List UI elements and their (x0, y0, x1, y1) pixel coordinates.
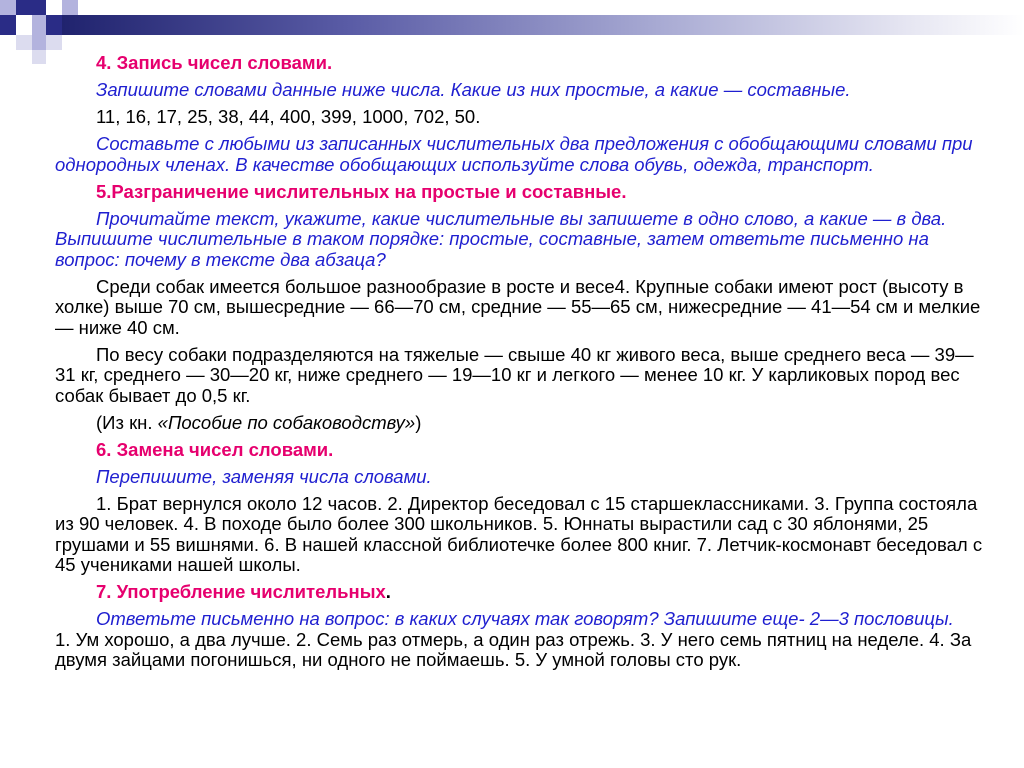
decor-square (32, 0, 46, 15)
source-title: «Пособие по собаководству» (157, 411, 416, 433)
decor-square (0, 0, 16, 15)
section-4-numbers: 11, 16, 17, 25, 38, 44, 400, 399, 1000, 702, 50. (96, 106, 481, 127)
section-4-task: Запишите словами данные ниже числа. Какие из них простые, а какие — составные. (96, 79, 851, 100)
decor-square (32, 50, 46, 64)
section-4-heading: 4. Запись чисел словами. (96, 52, 333, 73)
section-5-heading: 5.Разграничение числительных на простые и составные. (96, 180, 627, 202)
decor-square (32, 15, 46, 35)
section-7-task: Ответьте письменно на вопрос: в каких случаях так говорят? Запишите еще- 2—3 пословицы. (96, 608, 954, 629)
section-5-task: Прочитайте текст, укажите, какие числительные вы запишете в одно слово, а какие — в два. Выпишите числительные в таком порядке: простые, составные, затем ответьте письменно на вопрос: почему в тексте два абзаца? (55, 207, 947, 270)
source-prefix: (Из кн. (96, 411, 158, 433)
section-5-paragraph-2: По весу собаки подразделяются на тяжелые — свыше 40 кг живого веса, выше среднего веса — 39—31 кг, среднего — 30—20 кг, ниже среднего — 19—10 кг и легкого — менее 10 кг. У карликовых пород вес собак бывает до 0,5 кг. (55, 343, 974, 406)
decor-square (16, 35, 32, 50)
section-7-heading-line (55, 582, 990, 603)
section-6-text: 1. Брат вернулся около 12 часов. 2. Директор беседовал с 15 старшеклассниками. 3. Группа состояла из 90 человек. 4. В походе было более 300 школьников. 5. Юннаты вырастили сад с 30 яблонями, 25 грушами и 55 вишнями. 6. В нашей классной библиотечке более 800 книг. 7. Летчик-космонавт беседовал с 45 учениками нашей школы. (55, 492, 983, 575)
decor-square (46, 35, 62, 50)
header-gradient-bar (62, 15, 1024, 35)
section-6-heading: 6. Замена чисел словами. (96, 438, 334, 460)
section-7-heading: 7. Употребление числительных (96, 581, 386, 602)
decor-square (32, 35, 46, 50)
section-5-paragraph-1: Среди собак имеется большое разнообразие в росте и весе4. Крупные собаки имеют рост (высоту в холке) выше 70 см, вышесредние — 66—70 см, средние — 55—65 см, нижесредние — 41—54 см и мелкие — ниже 40 см. (55, 275, 981, 338)
decor-square (46, 15, 62, 35)
section-5-source (55, 413, 990, 434)
decor-square (16, 0, 32, 15)
section-7-heading-dot: . (385, 581, 391, 602)
slide-body (55, 53, 990, 677)
decor-square (0, 15, 16, 35)
section-6-task: Перепишите, заменяя числа словами. (96, 465, 432, 487)
decor-square (62, 0, 78, 15)
source-suffix: ) (415, 411, 422, 433)
section-4-task-2: Составьте с любыми из записанных числительных два предложения с обобщающими словами при однородных членах. В качестве обобщающих используйте слова обувь, одежда, транспорт. (55, 133, 973, 175)
section-7-text: 1. Ум хорошо, а два лучше. 2. Семь раз отмерь, а один раз отрежь. 3. У него семь пятниц на неделе. 4. За двумя зайцами погонишься, ни одного не поймаешь. 5. У умной головы сто рук. (55, 628, 972, 670)
